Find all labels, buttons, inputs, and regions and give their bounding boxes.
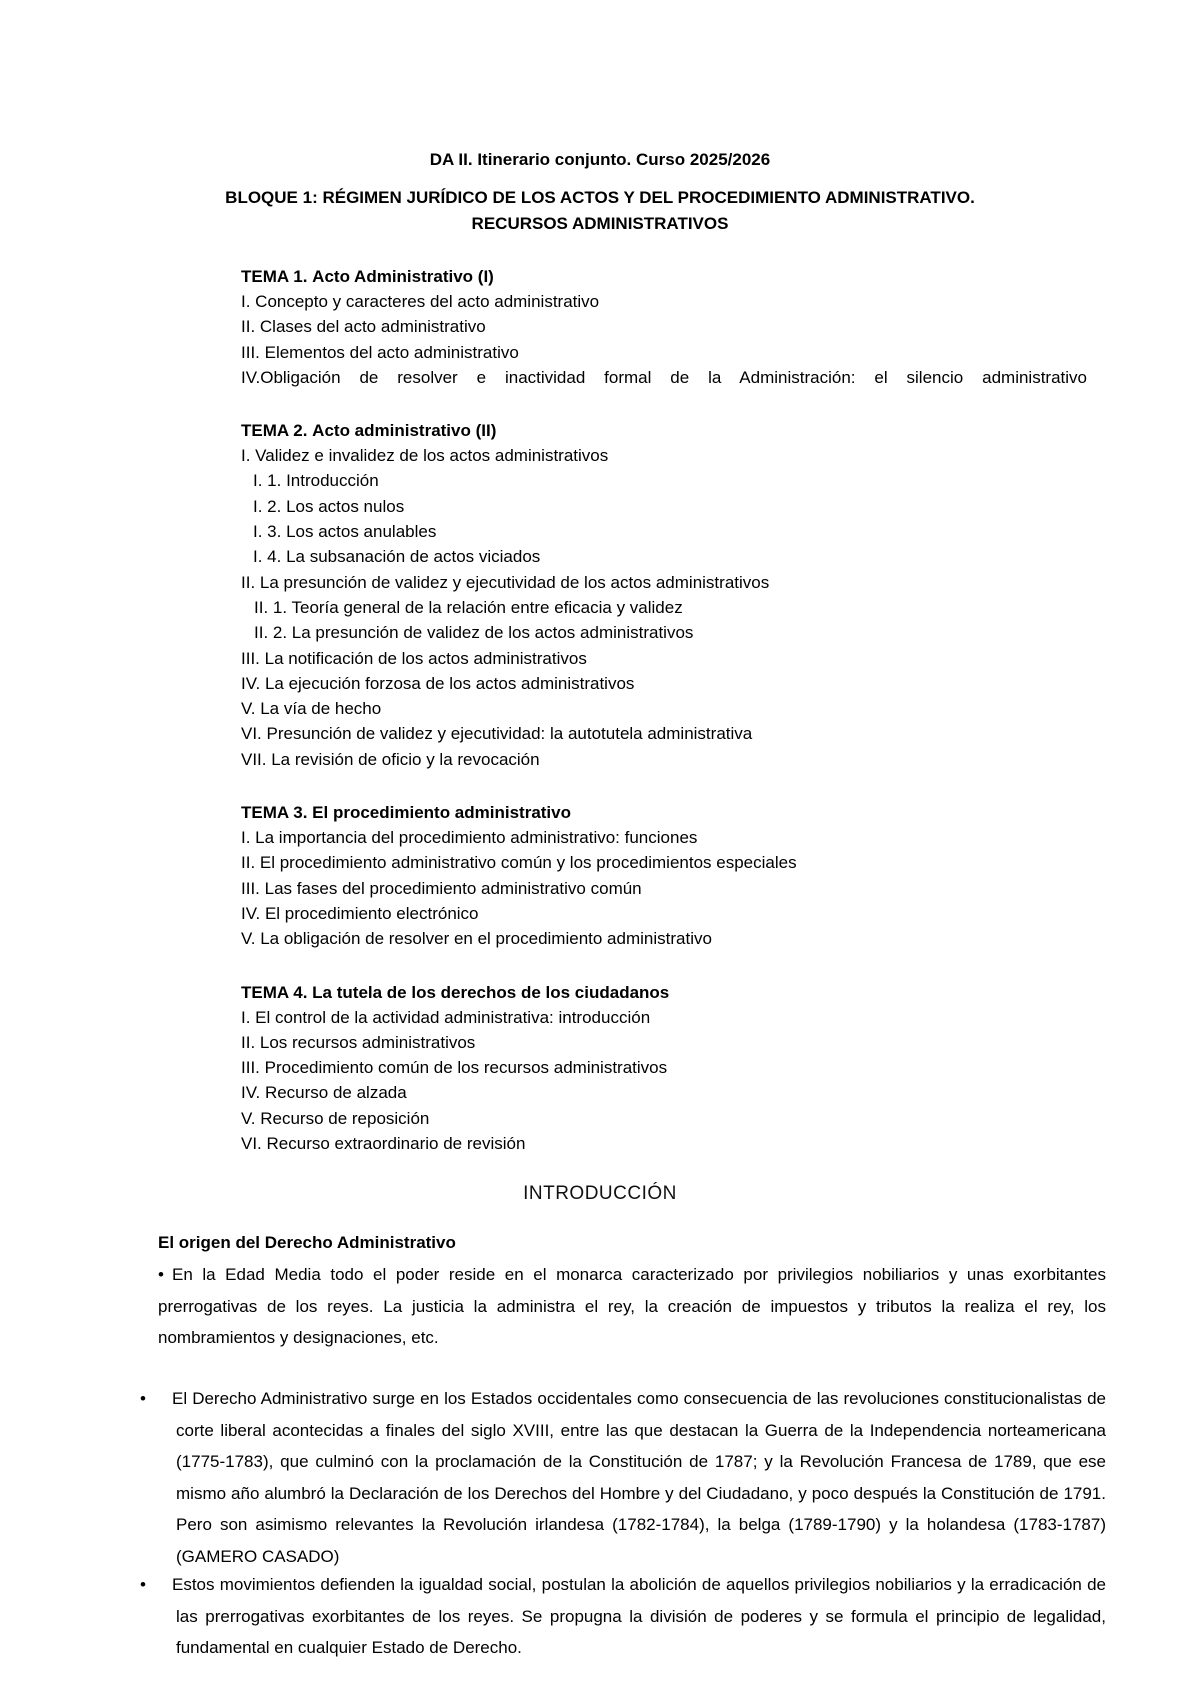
tema-heading xyxy=(241,980,1121,1005)
paragraph-text: Estos movimientos defienden la igualdad social, postulan la abolición de aquellos privilegios nobiliarios y la erradicación de las prerrogativas exorbitantes de los reyes. Se propugna la división de poderes y se formula el principio de legalidad, fundamental en cualquier Estado de Derecho. xyxy=(172,1575,1106,1657)
tema-item: V. La vía de hecho xyxy=(241,699,382,719)
syllabus-list xyxy=(241,264,1121,1184)
tema-1 xyxy=(241,264,1121,390)
tema-label: TEMA 2. xyxy=(241,421,308,441)
tema-subitem: I. 4. La subsanación de actos viciados xyxy=(253,547,541,567)
tema-title: Acto administrativo (II) xyxy=(312,421,497,441)
introduction-heading: INTRODUCCIÓN xyxy=(523,1183,677,1204)
tema-label: TEMA 4. xyxy=(241,982,308,1002)
tema-item: III. Las fases del procedimiento administrativo común xyxy=(241,878,642,898)
tema-item: I. Concepto y caracteres del acto administrativo xyxy=(241,292,600,311)
tema-subitem: II. 2. La presunción de validez de los actos administrativos xyxy=(254,623,694,643)
paragraph-text: El Derecho Administrativo surge en los Estados occidentales como consecuencia de las revoluciones constitucionalistas de corte liberal acontecidas a finales del siglo XVIII, entre las que destacan la Guerra de la Independencia norteamericana (1775-1783), que culminó con la proclamación de la Constitución de 1787; y la Revolución Francesa de 1789, que ese mismo año alumbró la Declaración de los Derechos del Hombre y del Ciudadano, y poco después la Constitución de 1791. Pero son asimismo relevantes la Revolución irlandesa (1782-1784), la belga (1789-1790) y la holandesa (1783-1787) (GAMERO CASADO) xyxy=(172,1389,1106,1566)
tema-title: El procedimiento administrativo xyxy=(312,803,571,823)
document-title: DA II. Itinerario conjunto. Curso 2025/2026 xyxy=(429,150,771,169)
tema-item: III. Procedimiento común de los recursos administrativos xyxy=(241,1058,668,1078)
block-title xyxy=(0,185,1200,237)
paragraph-1 xyxy=(158,1259,1106,1354)
tema-title: Acto Administrativo (I) xyxy=(312,267,494,286)
tema-3 xyxy=(241,800,1121,951)
tema-item: IV. Recurso de alzada xyxy=(241,1083,407,1103)
bullet-icon: • xyxy=(158,1265,164,1284)
tema-subitem: I. 3. Los actos anulables xyxy=(253,522,437,542)
block-title-line-1: BLOQUE 1: RÉGIMEN JURÍDICO DE LOS ACTOS Y DEL PROCEDIMIENTO ADMINISTRATIVO. xyxy=(225,188,975,207)
tema-subitem: I. 2. Los actos nulos xyxy=(253,496,405,516)
tema-subitem: I. 1. Introducción xyxy=(253,471,379,491)
tema-item: IV.Obligación de resolver e inactividad formal de la Administración: el silencio administrativo xyxy=(241,367,1087,387)
tema-label: TEMA 3. xyxy=(241,803,308,823)
tema-item: I. Validez e invalidez de los actos administrativos xyxy=(241,446,609,466)
tema-4 xyxy=(241,980,1121,1157)
tema-item: VI. Presunción de validez y ejecutividad: la autotutela administrativa xyxy=(241,724,753,744)
bullet-icon: • xyxy=(140,1389,146,1408)
tema-item: V. La obligación de resolver en el procedimiento administrativo xyxy=(241,929,712,949)
tema-item: V. Recurso de reposición xyxy=(241,1108,430,1128)
paragraph-2 xyxy=(140,1383,1106,1572)
tema-item: II. Clases del acto administrativo xyxy=(241,317,486,337)
paragraph-text: En la Edad Media todo el poder reside en el monarca caracterizado por privilegios nobiliarios y unas exorbitantes prerrogativas de los reyes. La justicia la administra el rey, la creación de impuestos y tributos la realiza el rey, los nombramientos y designaciones, etc. xyxy=(158,1265,1106,1347)
tema-item: II. El procedimiento administrativo común y los procedimientos especiales xyxy=(241,853,797,873)
tema-item: II. Los recursos administrativos xyxy=(241,1032,476,1052)
section-heading: El origen del Derecho Administrativo xyxy=(158,1233,456,1252)
tema-heading xyxy=(241,418,1121,443)
tema-item: III. Elementos del acto administrativo xyxy=(241,342,519,362)
tema-item: VII. La revisión de oficio y la revocación xyxy=(241,749,540,769)
bullet-icon: • xyxy=(140,1575,146,1594)
tema-item: VI. Recurso extraordinario de revisión xyxy=(241,1134,526,1154)
paragraph-3 xyxy=(140,1569,1106,1664)
tema-subitem: II. 1. Teoría general de la relación entre eficacia y validez xyxy=(254,597,683,617)
tema-item: I. El control de la actividad administrativa: introducción xyxy=(241,1007,651,1027)
tema-item: II. La presunción de validez y ejecutividad de los actos administrativos xyxy=(241,572,770,592)
tema-item: IV. La ejecución forzosa de los actos administrativos xyxy=(241,673,635,693)
tema-label: TEMA 1. xyxy=(241,267,308,286)
tema-item: IV. El procedimiento electrónico xyxy=(241,903,479,923)
tema-heading xyxy=(241,264,1121,289)
tema-item: III. La notificación de los actos administrativos xyxy=(241,648,587,668)
tema-heading xyxy=(241,800,1121,825)
tema-item: I. La importancia del procedimiento administrativo: funciones xyxy=(241,828,698,848)
block-title-line-2: RECURSOS ADMINISTRATIVOS xyxy=(471,214,729,233)
tema-2 xyxy=(241,418,1121,772)
tema-title: La tutela de los derechos de los ciudadanos xyxy=(312,982,670,1002)
